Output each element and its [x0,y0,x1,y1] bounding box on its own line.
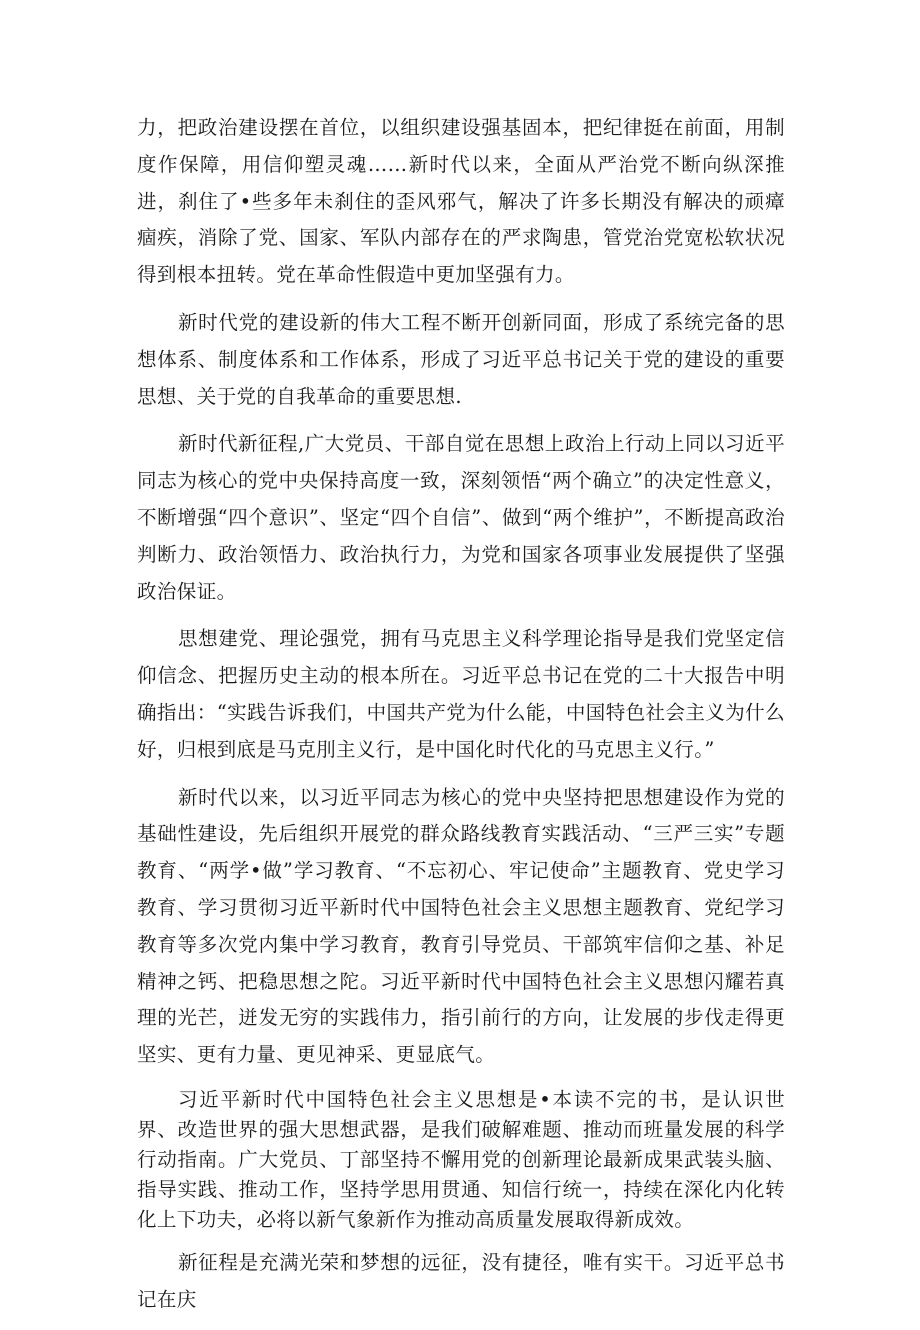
document-body [137,110,785,1330]
paragraph-5: 新时代以来，以习近平同志为核心的党中央坚持把思想建设作为党的基础性建设，先后组织开展党的群众路线教育实践活动、“三严三实”专题教育、“两学•做”学习教育、“不忘初心、牢记使命”主题教育、党史学习教育、学习贯彻习近平新时代中国特色社会主义思想主题教育、党纪学习教育等多次党内集中学习教育，教育引导党员、干部筑牢信仰之基、补足精神之钙、把稳思想之陀。习近平新时代中国特色社会主义思想闪耀若真理的光芒，迸发无穷的实践伟力，指引前行的方向，让发展的步伐走得更坚实、更有力量、更见神采、更显底气。 [137,785,785,1067]
paragraph-6: 习近平新时代中国特色社会主义思想是•本读不完的书，是认识世界、改造世界的强大思想武器，是我们破解难题、推动而班量发展的科学行动指南。广大党员、丁部坚持不懈用党的创新理论最新成果武装头脑、指导实践、推动工作，坚持学思用贯通、知信行统一，持续在深化内化转化上下功夫，必将以新气象新作为推动高质量发展取得新成效。 [137,1087,785,1231]
paragraph-3: 新时代新征程,广大党员、干部自觉在思想上政治上行动上同以习近平同志为核心的党中央保持高度一致，深刻领悟“两个确立”的决定性意义，不断增强“四个意识”、坚定“四个自信”、做到“两个维护”，不断提高政治判断力、政治领悟力、政治执行力，为党和国家各项事业发展提供了坚强政治保证。 [137,432,785,603]
paragraph-2: 新时代党的建设新的伟大工程不断开创新同面，形成了系统完备的思想体系、制度体系和工作体系，形成了习近平总书记关于党的建设的重要思想、关于党的自我革命的重要思想. [137,310,785,408]
paragraph-4: 思想建党、理论强党，拥有马克思主义科学理论指导是我们党坚定信仰信念、把握历史主动的根本所在。习近平总书记在党的二十大报告中明确指出：“实践告诉我们，中国共产党为什么能，中国特色社会主义为什么好，归根到底是马克刖主义行，是中国化时代化的马克思主义行。” [137,627,785,761]
paragraph-7: 新征程是充满光荣和梦想的远征，没有捷径，唯有实干。习近平总书记在庆 [137,1250,785,1311]
paragraph-1: 力，把政治建设摆在首位，以组织建设强基固本，把纪律挺在前面，用制度作保障，用信仰塑灵魂……新时代以来，全面从严治党不断向纵深推进，刹住了•些多年未刹住的歪风邪气，解决了许多长期没有解决的顽瘴痼疾，消除了党、国家、军队内部存在的严求陶患，管党治党宽松软状况得到根本扭转。党在革命性假造中更加坚强有力。 [137,116,785,287]
